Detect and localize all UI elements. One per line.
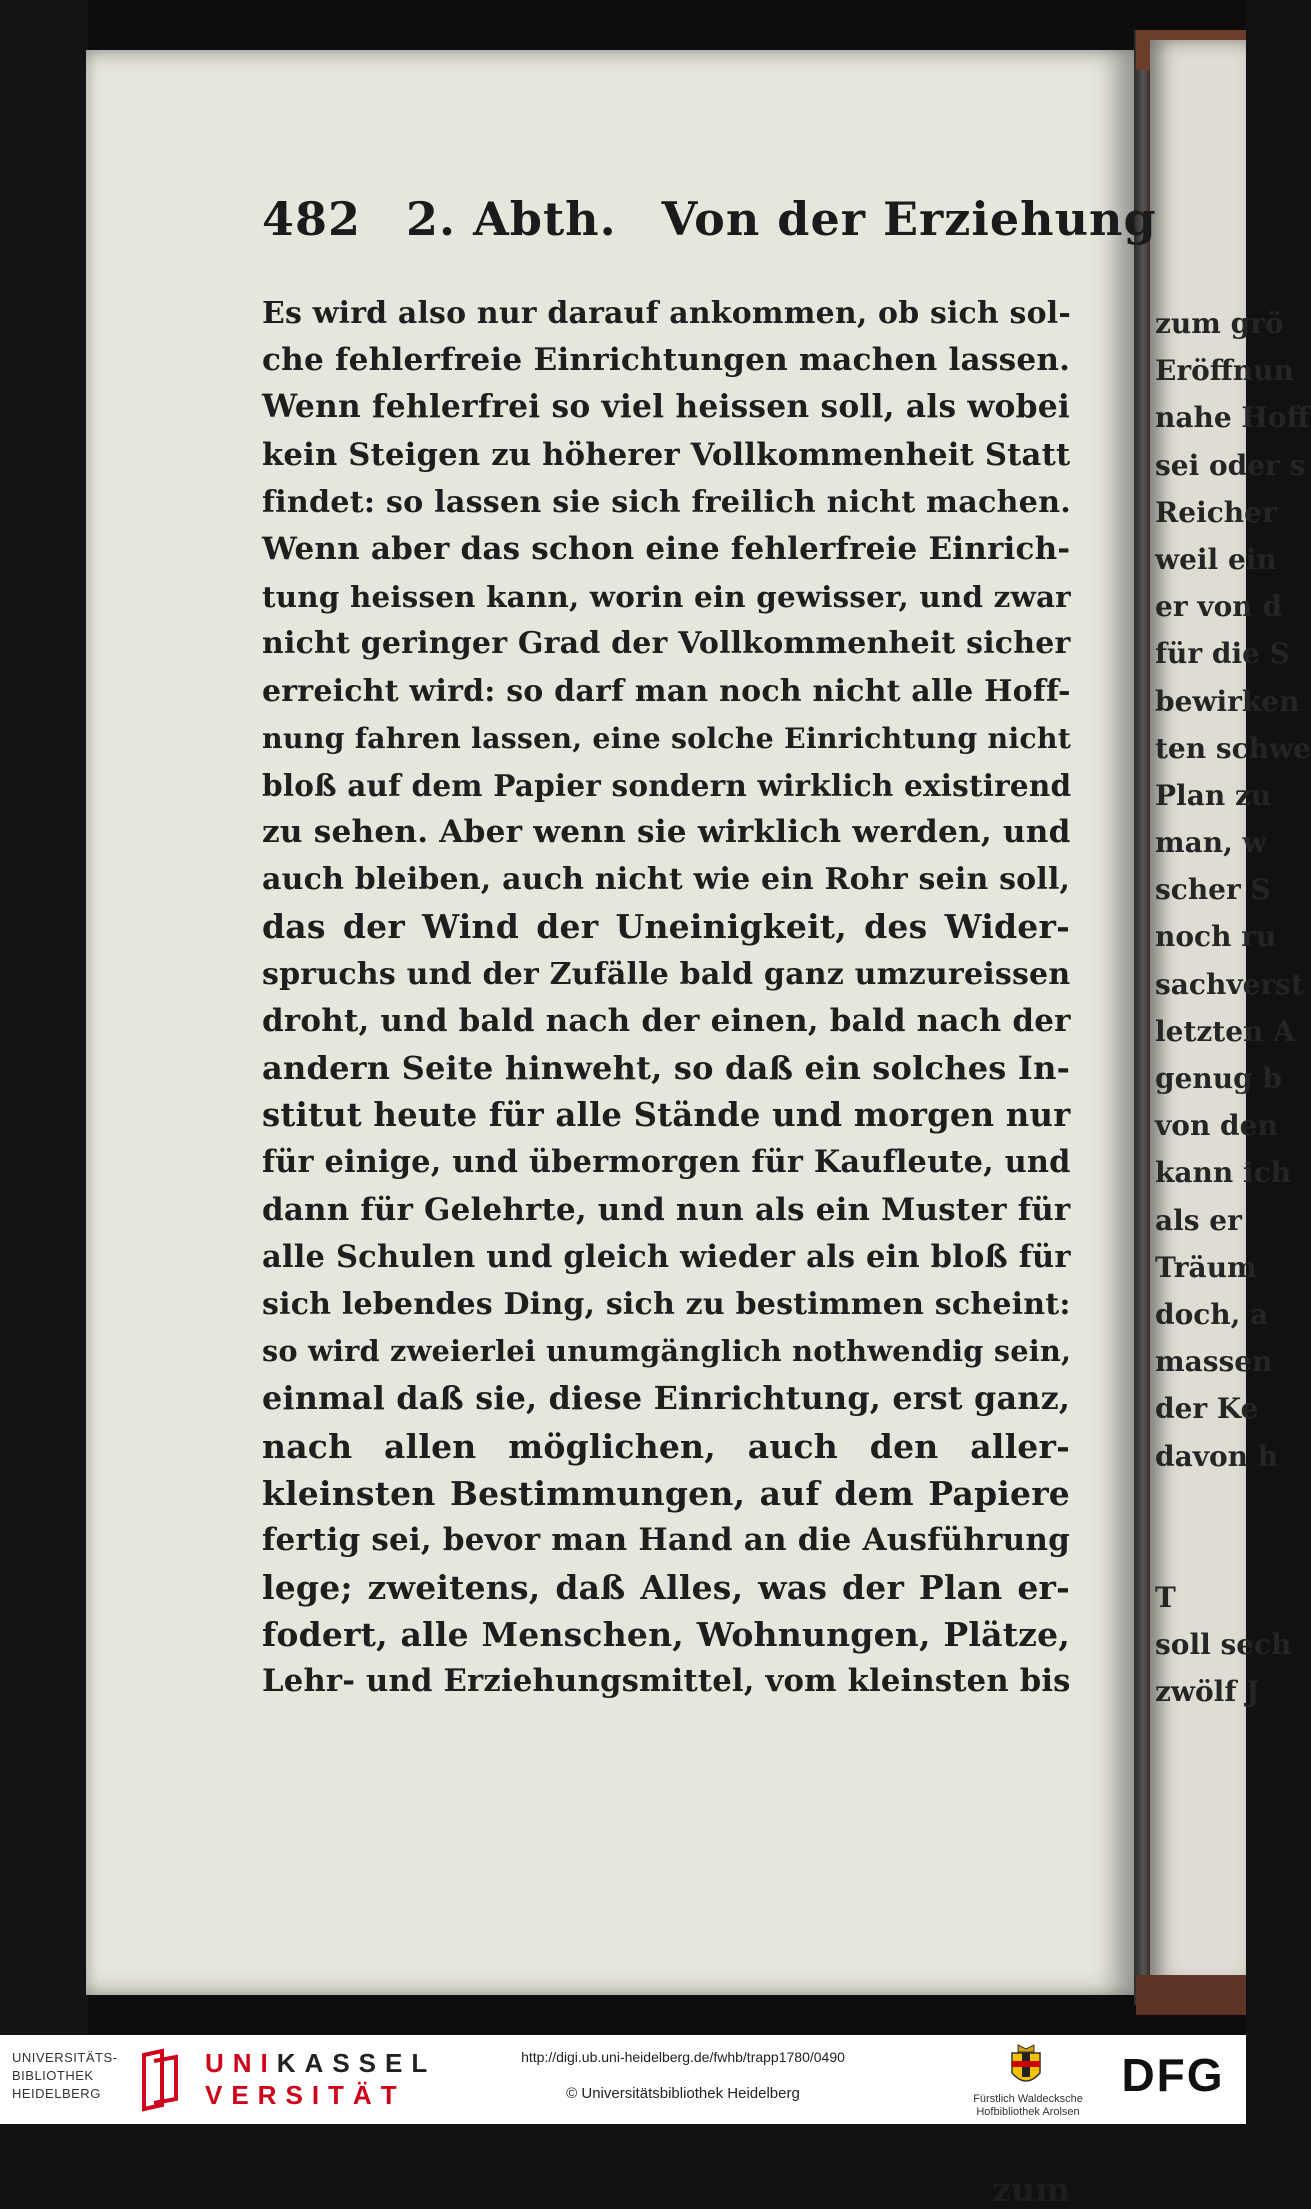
next-page-line: als er xyxy=(1155,1203,1242,1237)
text-line: andern Seite hinweht, so daß ein solches In- xyxy=(262,1049,1071,1087)
next-page-line xyxy=(1155,1480,1255,1527)
next-page-line: weil ein xyxy=(1155,542,1277,576)
next-page-line: sachverst xyxy=(1155,967,1304,1001)
next-page-line: sei oder s xyxy=(1155,448,1306,482)
text-line: kein Steigen zu höherer Vollkommenheit Statt xyxy=(262,436,1071,473)
permalink-url[interactable]: http://digi.ub.uni-heidelberg.de/fwhb/trapp1780/0490 xyxy=(521,2049,845,2065)
text-line: dann für Gelehrte, und nun als ein Muster für xyxy=(262,1191,1071,1228)
text-line: lege; zweitens, daß Alles, was der Plan er- xyxy=(262,1568,1070,1608)
next-page-text xyxy=(1155,300,1311,1716)
next-page-line: Eröffnun xyxy=(1155,354,1294,388)
text-line: droht, und bald nach der einen, bald nach der xyxy=(262,1002,1071,1039)
next-page-line: man, w xyxy=(1155,826,1267,860)
arolsen-line: Hofbibliothek Arolsen xyxy=(976,2106,1080,2118)
text-line: bloß auf dem Papier sondern wirklich existirend xyxy=(262,767,1072,803)
text-line: sich lebendes Ding, sich zu bestimmen scheint: xyxy=(262,1286,1071,1322)
text-line: nung fahren lassen, eine solche Einrichtung nicht xyxy=(262,720,1072,755)
next-page-line: zwölf J xyxy=(1155,1675,1260,1709)
text-line: Es wird also nur darauf ankommen, ob sich sol- xyxy=(262,296,1071,331)
next-page-line: er von d xyxy=(1155,590,1282,624)
text-line: tung heissen kann, worin ein gewisser, und zwar xyxy=(262,579,1071,615)
next-page-line: der Ke xyxy=(1155,1392,1259,1426)
next-page-line: zum grö xyxy=(1155,307,1284,340)
next-page-line: soll sech xyxy=(1155,1628,1292,1662)
text-line: Wenn aber das schon eine fehlerfreie Einrich- xyxy=(262,530,1071,567)
next-page-line: letzten A xyxy=(1155,1014,1295,1048)
text-line: das der Wind der Uneinigkeit, des Wider- xyxy=(262,907,1070,947)
kassel-vers: VERS xyxy=(205,2080,312,2110)
book-cover-edge-bottom xyxy=(1136,1975,1246,2015)
catchword: zum xyxy=(992,2170,1070,2209)
arolsen-library-name[interactable] xyxy=(958,2093,1098,2119)
next-page-line: genug b xyxy=(1155,1062,1283,1095)
next-page-line: Plan zu xyxy=(1155,778,1272,812)
library-line: BIBLIOTHEK xyxy=(12,2068,94,2083)
next-page-line: scher S xyxy=(1155,873,1271,907)
next-page-line: noch ru xyxy=(1155,920,1277,954)
text-line: einmal daß sie, diese Einrichtung, erst ganz, xyxy=(262,1379,1071,1418)
text-line: nicht geringer Grad der Vollkommenheit sicher xyxy=(262,626,1071,662)
text-line: so wird zweierlei unumgänglich nothwendig sein, xyxy=(262,1334,1072,1369)
next-page-line: von den xyxy=(1155,1109,1278,1143)
text-line: erreicht wird: so darf man noch nicht alle Hoff- xyxy=(262,673,1071,709)
next-page-line xyxy=(1155,1527,1255,1574)
next-page-line: doch, a xyxy=(1155,1297,1269,1331)
page-number: 482 xyxy=(262,192,362,246)
library-line: UNIVERSITÄTS- xyxy=(12,2050,118,2065)
text-line: Wenn fehlerfrei so viel heissen soll, als wobei xyxy=(262,389,1070,426)
kassel-uni: UNI xyxy=(205,2048,277,2078)
text-line: nach allen möglichen, auch den aller- xyxy=(262,1426,1070,1466)
book-left-margin xyxy=(0,0,88,2035)
next-page-line: ten schwe xyxy=(1155,731,1311,765)
text-line: Lehr- und Erziehungsmittel, vom kleinsten bis xyxy=(262,1663,1071,1700)
text-line: kleinsten Bestimmungen, auf dem Papiere xyxy=(262,1473,1070,1513)
kassel-itaet: ITÄT xyxy=(311,2080,406,2110)
next-page-line: kann ich xyxy=(1155,1156,1292,1190)
text-line: zu sehen. Aber wenn sie wirklich werden, und xyxy=(262,814,1071,851)
next-page-line: für die S xyxy=(1155,637,1290,671)
arolsen-line: Fürstlich Waldecksche xyxy=(973,2093,1083,2105)
kassel-word: KASSEL xyxy=(276,2048,437,2078)
text-line: findet: so lassen sie sich freilich nicht machen. xyxy=(262,484,1071,520)
arolsen-crest-icon[interactable] xyxy=(1008,2043,1044,2091)
next-page-line: davon h xyxy=(1155,1439,1279,1473)
next-page-line: nahe Hoff xyxy=(1155,401,1310,435)
copyright-notice: © Universitätsbibliothek Heidelberg xyxy=(566,2085,800,2102)
next-page-line: massen xyxy=(1155,1345,1273,1379)
section-label: 2. Abth. xyxy=(406,192,617,246)
text-line: für einige, und übermorgen für Kaufleute, und xyxy=(262,1144,1071,1181)
text-line: stitut heute für alle Stände und morgen nur xyxy=(262,1096,1071,1135)
next-page-line: T xyxy=(1155,1581,1176,1615)
running-head xyxy=(262,192,1157,262)
book-spine xyxy=(1134,30,1150,2005)
text-line: alle Schulen und gleich wieder als ein bloß für xyxy=(262,1238,1071,1275)
library-line: HEIDELBERG xyxy=(12,2086,101,2101)
text-line: spruchs und der Zufälle bald ganz umzureissen xyxy=(262,956,1071,992)
next-page-line: bewirken xyxy=(1155,684,1300,718)
text-line: fertig sei, bevor man Hand an die Ausführung xyxy=(262,1521,1071,1558)
viewer-footer xyxy=(0,2035,1246,2124)
next-page-line: Reicher xyxy=(1155,495,1277,529)
dfg-logo[interactable]: DFG xyxy=(1121,2049,1225,2101)
text-line: auch bleiben, auch nicht wie ein Rohr sein soll, xyxy=(262,862,1071,898)
text-line: fodert, alle Menschen, Wohnungen, Plätze, xyxy=(262,1615,1070,1655)
next-page-line: Träum xyxy=(1155,1250,1257,1284)
page-title: Von der Erziehung xyxy=(661,192,1157,246)
text-line: che fehlerfreie Einrichtungen machen lassen. xyxy=(262,342,1071,379)
